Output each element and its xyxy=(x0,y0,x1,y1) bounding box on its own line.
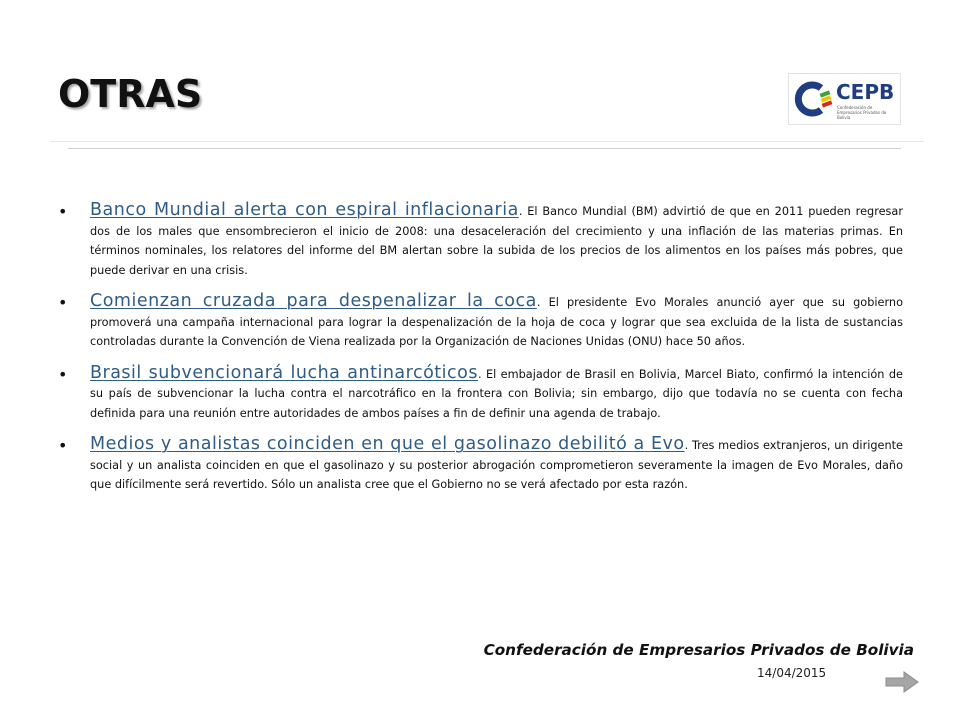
headline-separator: . xyxy=(536,296,541,309)
bullet-icon: • xyxy=(58,436,68,455)
footer-date: 14/04/2015 xyxy=(757,666,827,680)
news-body: El Banco Mundial (BM) advirtió de que en 2011 pueden regresar dos de los males que ensombrecieron el inicio de 2008: una desaceleración del crecimiento y una inflación de las materias primas. En términos nominales, los relatores del informe del BM alertan sobre la subida de los precios de los alimentos en los países más pobres, que puede derivar en una crisis. xyxy=(90,205,903,277)
next-slide-arrow-icon[interactable] xyxy=(884,670,920,694)
logo-wordmark: CEPB xyxy=(836,80,895,104)
header-divider-inner xyxy=(68,148,901,149)
news-item xyxy=(58,201,903,280)
logo-subtitle: Confederación de Empresarios Privados de Bolivia xyxy=(837,105,887,120)
footer-organization: Confederación de Empresarios Privados de Bolivia xyxy=(483,641,914,659)
news-item xyxy=(58,435,903,495)
header-divider xyxy=(50,141,924,142)
slide-title: OTRAS xyxy=(58,72,203,116)
bullet-icon: • xyxy=(58,202,68,221)
bullet-icon: • xyxy=(58,364,68,384)
headline-separator: . xyxy=(518,205,523,218)
news-headline-link[interactable]: Banco Mundial alerta con espiral inflacionaria xyxy=(90,200,519,220)
cepb-logo xyxy=(788,73,901,125)
news-item xyxy=(58,292,903,352)
news-headline-link[interactable]: Medios y analistas coinciden en que el gasolinazo debilitó a Evo xyxy=(90,434,685,454)
headline-separator: . xyxy=(477,367,482,381)
news-headline-link[interactable]: Brasil subvencionará lucha antinarcóticos xyxy=(90,362,478,383)
news-headline-link[interactable]: Comienzan cruzada para despenalizar la coca xyxy=(90,291,537,311)
news-body: El presidente Evo Morales anunció ayer que su gobierno promoverá una campaña internacional para lograr la despenalización de la hoja de coca y lograr que sea excluida de la lista de sustancias controladas durante la Convención de Viena realizada por la Organización de Naciones Unidas (ONU) hace 50 años. xyxy=(90,296,903,348)
news-body: El embajador de Brasil en Bolivia, Marcel Biato, confirmó la intención de su país de subvencionar la lucha contra el narcotráfico en la frontera con Bolivia; sin embargo, dijo que todavía no se cuenta con fecha definida para una reunión entre autoridades de ambos países a fin de definir una agenda de trabajo. xyxy=(90,367,903,420)
news-item xyxy=(58,364,903,424)
bullet-icon: • xyxy=(58,293,68,312)
news-list xyxy=(58,201,903,507)
headline-separator: . xyxy=(684,439,689,452)
news-body: Tres medios extranjeros, un dirigente social y un analista coinciden en que el gasolinazo y su posterior abrogación comprometieron severamente la imagen de Evo Morales, daño que difícilmente será revertido. Sólo un analista cree que el Gobierno no se verá afectado por esta razón. xyxy=(90,439,904,491)
cepb-logo-mark-icon xyxy=(791,80,837,118)
